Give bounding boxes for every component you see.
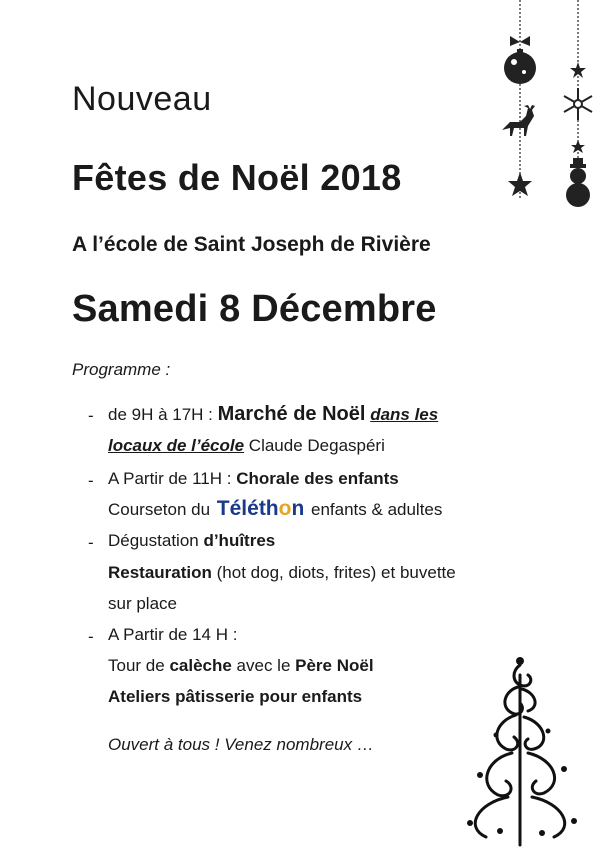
event-date: Samedi 8 Décembre [72,288,437,330]
list-item-continuation: sur place [108,594,177,613]
list-item [108,531,275,551]
christmas-tree-icon [440,655,600,849]
location-line: A l’école de Saint Joseph de Rivière [72,233,431,256]
item-text: (hot dog, diots, frites) et buvette [211,563,456,582]
item-text: Courseton du [108,500,215,519]
list-item [108,469,399,489]
item-event: Chorale des enfants [236,469,399,488]
item-place: locaux de l’école [108,436,245,455]
list-item-continuation [108,436,385,456]
page-title: Fêtes de Noël 2018 [72,157,402,198]
bullet-dash: - [88,406,94,425]
item-text: Tour de [108,656,170,675]
bullet-dash: - [88,471,94,490]
item-event: Restauration [108,563,212,582]
item-place: dans les [370,405,439,424]
item-event: calèche [169,656,232,675]
item-text: avec le [231,656,296,675]
item-event: Père Noël [295,656,374,675]
nouveau-label: Nouveau [72,80,212,118]
item-text: Dégustation [108,531,204,550]
closing-line: Ouvert à tous ! Venez nombreux … [108,735,374,754]
bullet-dash: - [88,533,94,552]
item-time: de 9H à 17H : [108,405,218,424]
list-item-continuation: Ateliers pâtisserie pour enfants [108,687,363,706]
list-item-continuation [108,563,456,583]
item-event: d’huîtres [203,531,276,550]
list-item [108,403,438,426]
bullet-dash: - [88,627,94,646]
item-school-name: Claude Degaspéri [244,436,385,455]
list-item-continuation [108,497,442,521]
list-item: A Partir de 14 H : [108,625,238,644]
programme-label: Programme : [72,360,171,379]
list-item-continuation [108,656,374,676]
item-text: enfants & adultes [306,500,443,519]
hanging-ornaments-icon [490,0,600,215]
item-event: Marché de Noël [217,403,366,425]
item-time: A Partir de 11H : [108,469,237,488]
telethon-logo: Téléthon [216,497,305,520]
